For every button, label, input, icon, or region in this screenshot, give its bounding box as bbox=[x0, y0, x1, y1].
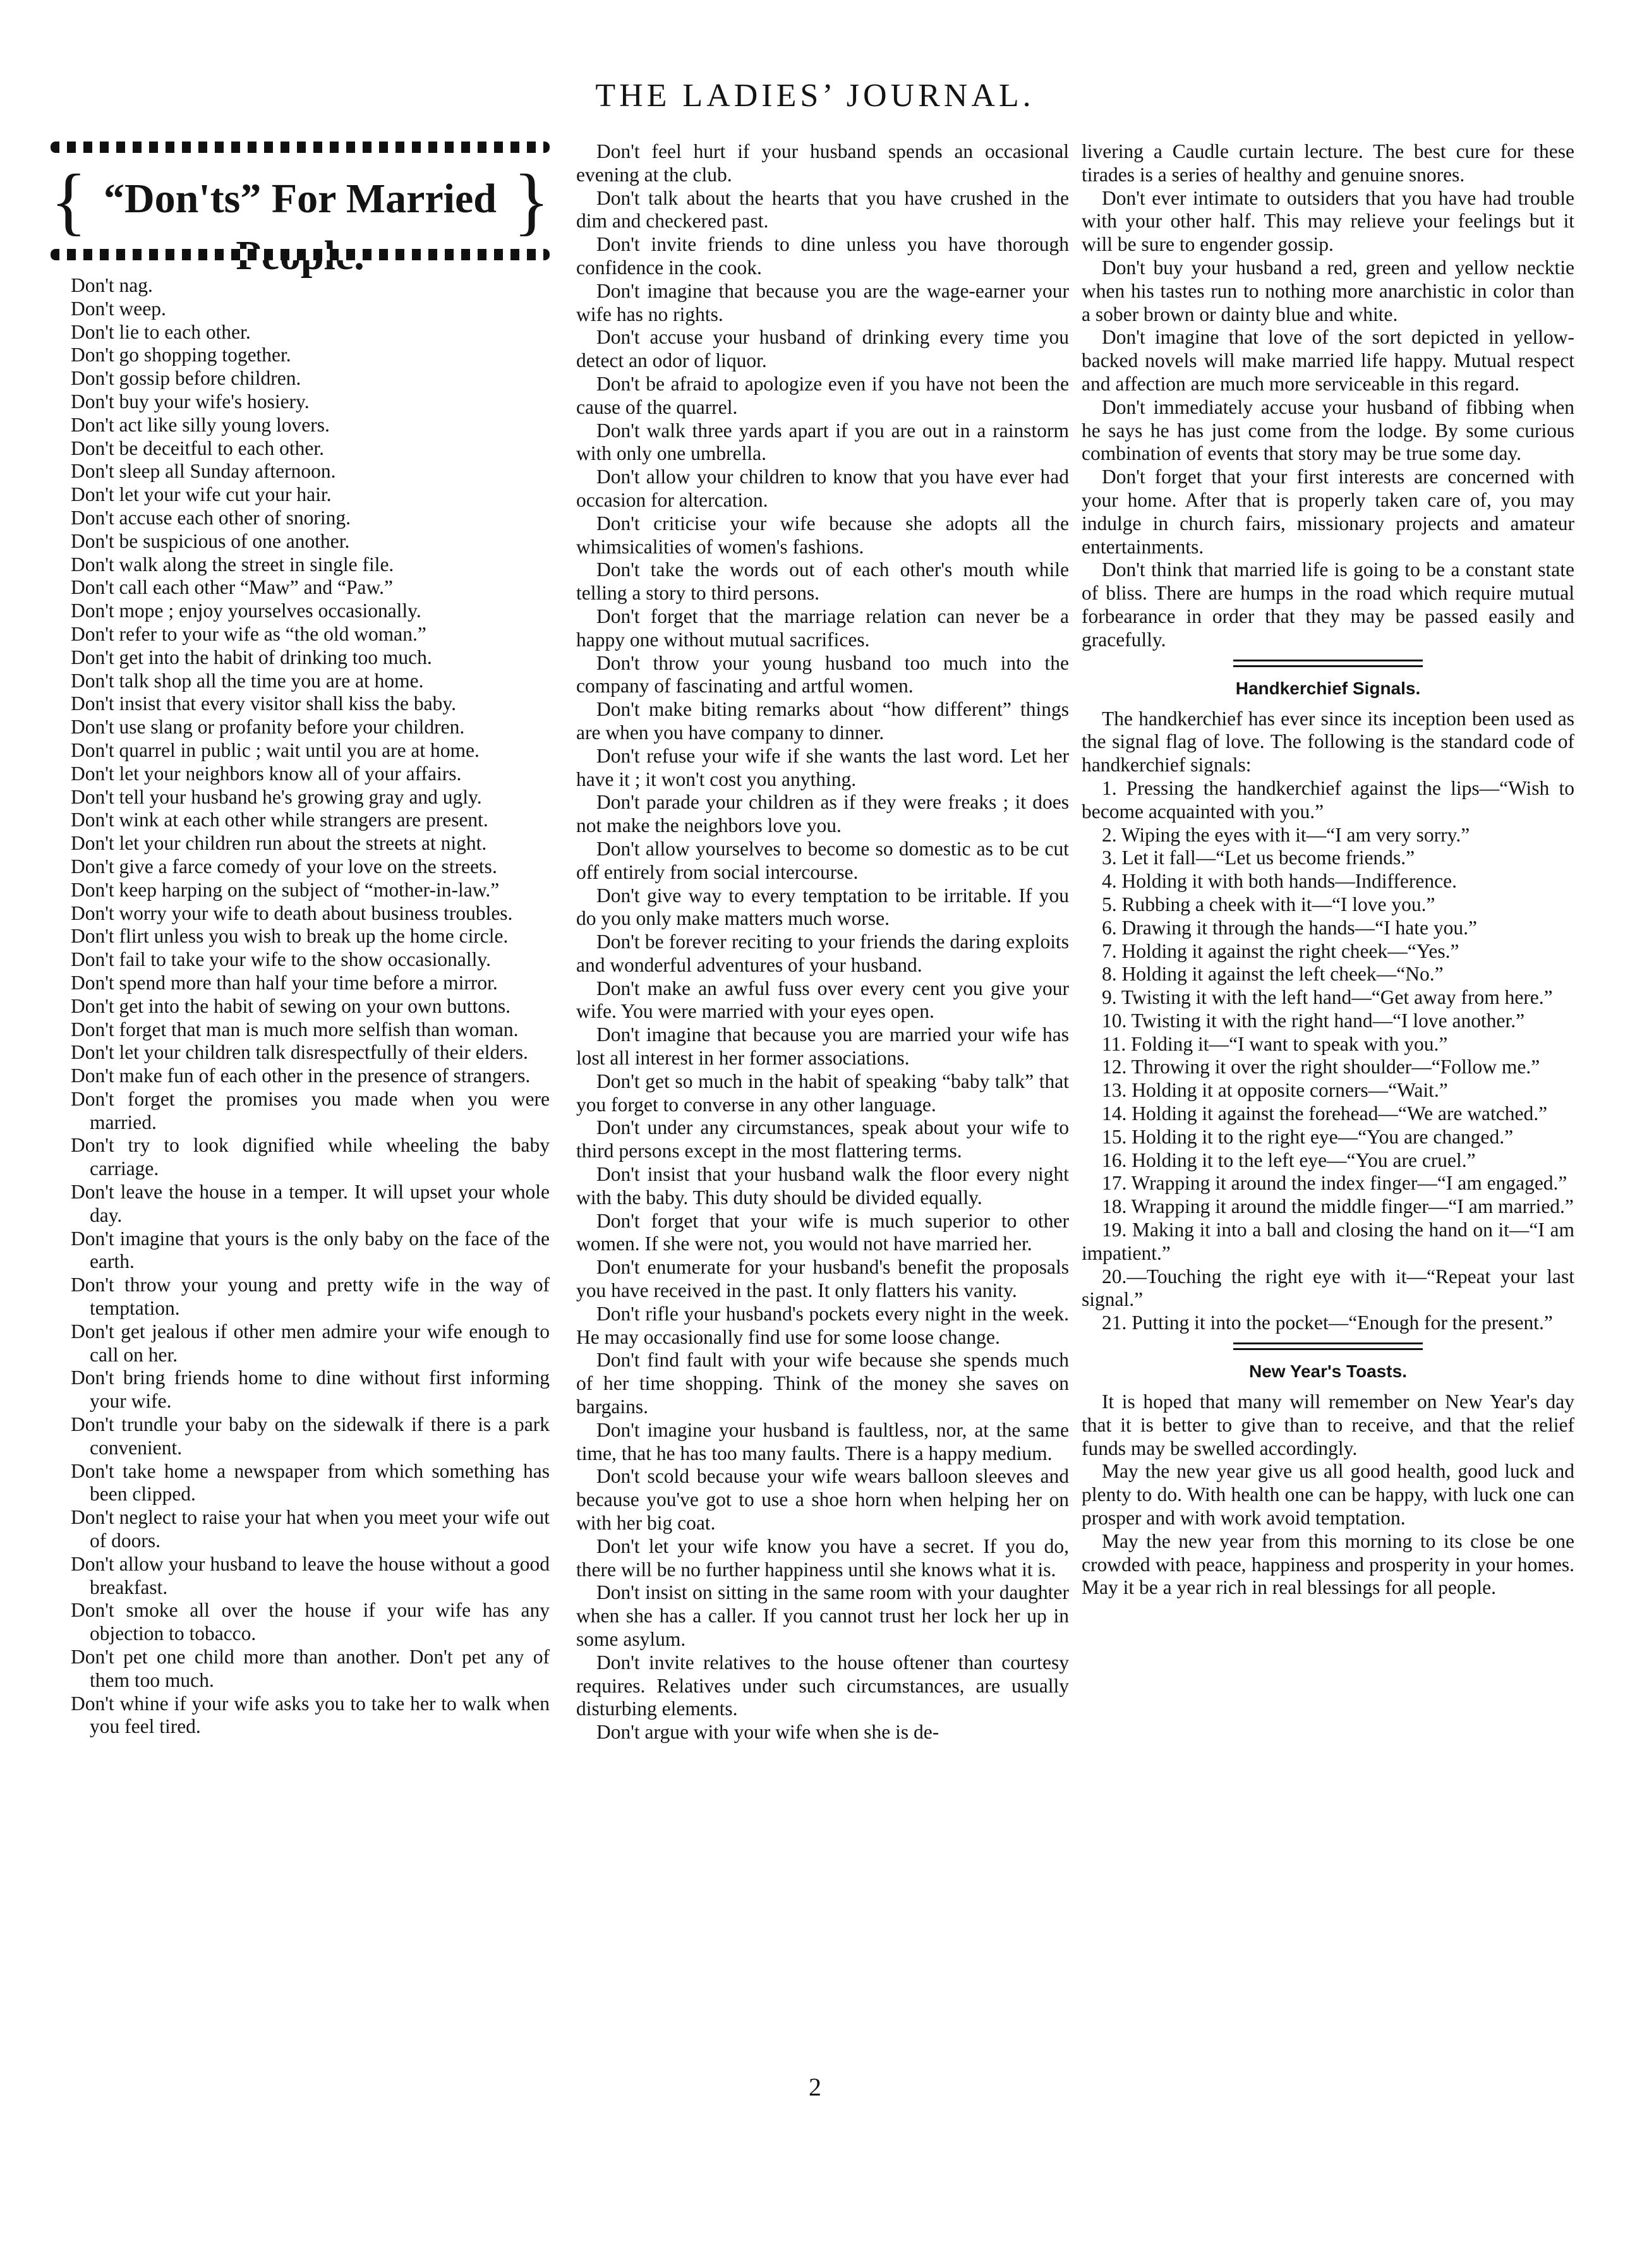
dont-paragraph: Don't be afraid to apologize even if you have not been the cause of the quarrel. bbox=[576, 372, 1069, 418]
dont-paragraph: Don't insist that your husband walk the floor every night with the baby. This duty should be divided equally. bbox=[576, 1163, 1069, 1209]
dont-item: Don't use slang or profanity before your children. bbox=[71, 716, 465, 739]
dont-item: Don't leave the house in a temper. It will upset your whole day. bbox=[71, 1181, 550, 1226]
dont-item: Don't fail to take your wife to the show occasionally. bbox=[71, 948, 491, 971]
dont-paragraph: Don't scold because your wife wears balloon sleeves and because you've got to use a shoe horn when helping her on with her big coat. bbox=[576, 1465, 1069, 1535]
dont-paragraph: Don't parade your children as if they were freaks ; it does not make the neighbors love you. bbox=[576, 791, 1069, 837]
dont-paragraph: Don't talk about the hearts that you have crushed in the dim and checkered past. bbox=[576, 186, 1069, 232]
toast-paragraph: May the new year from this morning to its close be one crowded with peace, happiness and prosperity in your homes. May it be a year rich in real blessings for all people. bbox=[1082, 1529, 1574, 1599]
dont-item: Don't smoke all over the house if your wife has any objection to tobacco. bbox=[71, 1599, 550, 1645]
dont-paragraph: Don't enumerate for your husband's benefit the proposals you have received in the past. It only flatters his vanity. bbox=[576, 1256, 1069, 1302]
signal-item: 12. Throwing it over the right shoulder—“Follow me.” bbox=[1102, 1056, 1540, 1078]
dont-item: Don't trundle your baby on the sidewalk if there is a park convenient. bbox=[71, 1413, 550, 1459]
signal-item: 4. Holding it with both hands—Indifference. bbox=[1102, 870, 1457, 893]
signal-item: 19. Making it into a ball and closing the hand on it—“I am impatient.” bbox=[1082, 1219, 1574, 1264]
dont-item: Don't let your wife cut your hair. bbox=[71, 483, 332, 506]
dont-paragraph: Don't immediately accuse your husband of fibbing when he says he has just come from the lodge. By some curious combination of events that story may be true some day. bbox=[1082, 395, 1574, 465]
dont-item: Don't make fun of each other in the presence of strangers. bbox=[71, 1065, 531, 1087]
dont-item: Don't let your neighbors know all of your affairs. bbox=[71, 762, 462, 785]
dont-item: Don't go shopping together. bbox=[71, 344, 291, 366]
dont-item: Don't throw your young and pretty wife in the way of temptation. bbox=[71, 1274, 550, 1320]
signal-item: 18. Wrapping it around the middle finger—“I am married.” bbox=[1102, 1195, 1574, 1218]
section-divider bbox=[1233, 660, 1423, 667]
page-number: 2 bbox=[809, 2073, 821, 2101]
brace-left: { bbox=[51, 159, 87, 243]
signal-item: 1. Pressing the handkerchief against the lips—“Wish to become acquainted with you.” bbox=[1082, 776, 1574, 823]
dont-item: Don't quarrel in public ; wait until you are at home. bbox=[71, 739, 480, 761]
dont-paragraph: Don't argue with your wife when she is de- bbox=[596, 1721, 939, 1744]
dont-item: Don't give a farce comedy of your love on the streets. bbox=[71, 855, 497, 878]
toasts-heading: New Year's Toasts. bbox=[1249, 1361, 1407, 1382]
dont-item: Don't refer to your wife as “the old woman.” bbox=[71, 622, 426, 645]
brace-right: } bbox=[513, 159, 550, 243]
signal-item: 20.—Touching the right eye with it—“Repeat your last signal.” bbox=[1082, 1265, 1574, 1311]
signal-item: 5. Rubbing a cheek with it—“I love you.” bbox=[1102, 893, 1435, 915]
dont-item: Don't weep. bbox=[71, 297, 166, 320]
dont-paragraph: Don't be forever reciting to your friends the daring exploits and wonderful adventures of your husband. bbox=[576, 931, 1069, 976]
dont-item: Don't allow your husband to leave the house without a good breakfast. bbox=[71, 1552, 550, 1598]
signal-item: 16. Holding it to the left eye—“You are cruel.” bbox=[1102, 1149, 1476, 1171]
dont-paragraph: Don't imagine that because you are the wage-earner your wife has no rights. bbox=[576, 279, 1069, 325]
dont-item: Don't whine if your wife asks you to take her to walk when you feel tired. bbox=[71, 1692, 550, 1738]
dont-paragraph: Don't find fault with your wife because she spends much of her time shopping. Think of the money she saves on bargains. bbox=[576, 1349, 1069, 1418]
dont-item: Don't act like silly young lovers. bbox=[71, 413, 330, 436]
dont-item: Don't be deceitful to each other. bbox=[71, 437, 325, 459]
column-3 bbox=[1082, 140, 1574, 1600]
dont-paragraph: Don't take the words out of each other's mouth while telling a story to third persons. bbox=[576, 558, 1069, 605]
dont-paragraph: Don't buy your husband a red, green and yellow necktie when his tastes run to nothing more anarchistic in color than a sober brown or dainty blue and white. bbox=[1082, 256, 1574, 325]
dont-paragraph: Don't make biting remarks about “how different” things are when you have company to dinner. bbox=[576, 698, 1069, 744]
ornament-border-bottom bbox=[51, 249, 550, 260]
dont-paragraph: Don't allow your children to know that you have ever had occasion for altercation. bbox=[576, 466, 1069, 511]
signal-item: 13. Holding it at opposite corners—“Wait.” bbox=[1102, 1079, 1448, 1102]
dont-paragraph: Don't invite relatives to the house oftener than courtesy requires. Relatives under such circumstances, are usually disturbing elements. bbox=[576, 1651, 1069, 1720]
dont-paragraph: Don't imagine that love of the sort depicted in yellow-backed novels will make married life happy. Mutual respect and affection are much more serviceable in this regard. bbox=[1082, 326, 1574, 395]
ornament-border-top bbox=[51, 142, 550, 153]
signal-item: 6. Drawing it through the hands—“I hate you.” bbox=[1102, 916, 1477, 939]
dont-item: Don't spend more than half your time before a mirror. bbox=[71, 971, 498, 994]
dont-paragraph: Don't forget that your wife is much superior to other women. If she were not, you would not have married her. bbox=[576, 1209, 1069, 1255]
dont-item: Don't get jealous if other men admire your wife enough to call on her. bbox=[71, 1320, 550, 1366]
dont-paragraph: Don't make an awful fuss over every cent you give your wife. You were married with your eyes open. bbox=[576, 977, 1069, 1023]
dont-item: Don't forget that man is much more selfish than woman. bbox=[71, 1018, 519, 1041]
dont-paragraph: Don't ever intimate to outsiders that you have had trouble with your other half. This may relieve your feelings but it will be sure to engender gossip. bbox=[1082, 186, 1574, 256]
dont-item: Don't bring friends home to dine without first informing your wife. bbox=[71, 1366, 550, 1413]
section-divider bbox=[1233, 1342, 1423, 1350]
signal-item: 9. Twisting it with the left hand—“Get away from here.” bbox=[1102, 986, 1553, 1009]
article-title: “Don'ts” For Married bbox=[103, 176, 497, 222]
donts-list-col1 bbox=[51, 274, 550, 1739]
dont-paragraph: Don't let your wife know you have a secret. If you do, there will be no further happiness until she knows what it is. bbox=[576, 1535, 1069, 1581]
dont-item: Don't insist that every visitor shall kiss the baby. bbox=[71, 692, 456, 715]
journal-header: THE LADIES’ JOURNAL. bbox=[595, 78, 1035, 114]
signal-item: 15. Holding it to the right eye—“You are changed.” bbox=[1102, 1125, 1514, 1148]
dont-item: Don't be suspicious of one another. bbox=[71, 529, 350, 552]
dont-paragraph: Don't refuse your wife if she wants the last word. Let her have it ; it won't cost you anything. bbox=[576, 744, 1069, 790]
dont-paragraph: Don't insist on sitting in the same room with your daughter when she has a caller. If you cannot trust her lock her up in some asylum. bbox=[576, 1581, 1069, 1650]
dont-paragraph: Don't forget that the marriage relation can never be a happy one without mutual sacrifices. bbox=[576, 605, 1069, 651]
dont-item: Don't imagine that yours is the only baby on the face of the earth. bbox=[71, 1227, 550, 1273]
handkerchief-heading: Handkerchief Signals. bbox=[1235, 678, 1421, 698]
dont-item: Don't forget the promises you made when you were married. bbox=[71, 1087, 550, 1133]
dont-paragraph: Don't imagine your husband is faultless, nor, at the same time, that he has too many faults. There is a happy medium. bbox=[576, 1418, 1069, 1464]
dont-paragraph: Don't think that married life is going to be a constant state of bliss. There are humps in the road which require mutual forbearance in order that they may be passed easily and gracefully. bbox=[1082, 558, 1574, 651]
dont-item: Don't lie to each other. bbox=[71, 320, 251, 343]
toast-paragraph: It is hoped that many will remember on New Year's day that it is better to give than to receive, and that the relief funds may be swelled accordingly. bbox=[1082, 1390, 1574, 1459]
signal-item: 21. Putting it into the pocket—“Enough for the present.” bbox=[1102, 1312, 1553, 1334]
toast-paragraph: May the new year give us all good health, good luck and plenty to do. With health one can be happy, with luck one can prosper and with work avoid temptation. bbox=[1082, 1460, 1574, 1529]
dont-item: Don't flirt unless you wish to break up the home circle. bbox=[71, 925, 509, 948]
dont-paragraph: Don't give way to every temptation to be irritable. If you do you only make matters much worse. bbox=[576, 884, 1069, 930]
dont-item: Don't buy your wife's hosiery. bbox=[71, 390, 310, 413]
dont-paragraph: Don't forget that your first interests are concerned with your home. After that is properly taken care of, you may indulge in church fairs, missionary projects and amateur entertainments. bbox=[1082, 466, 1574, 558]
signal-item: 3. Let it fall—“Let us become friends.” bbox=[1102, 847, 1415, 869]
dont-item: Don't neglect to raise your hat when you meet your wife out of doors. bbox=[71, 1506, 550, 1552]
dont-item: Don't walk along the street in single file. bbox=[71, 553, 394, 576]
dont-item: Don't pet one child more than another. Don't pet any of them too much. bbox=[71, 1646, 550, 1691]
column-2 bbox=[576, 140, 1069, 1744]
dont-paragraph-continued: livering a Caudle curtain lecture. The best cure for these tirades is a series of healthy and genuine snores. bbox=[1082, 140, 1574, 186]
dont-paragraph: Don't rifle your husband's pockets every night in the week. He may occasionally find use for some loose change. bbox=[576, 1302, 1069, 1348]
dont-paragraph: Don't allow yourselves to become so domestic as to be cut off entirely from social intercourse. bbox=[576, 837, 1069, 883]
signal-item: 11. Folding it—“I want to speak with you.” bbox=[1102, 1032, 1448, 1055]
title-box bbox=[51, 138, 550, 264]
signal-item: 17. Wrapping it around the index finger—“I am engaged.” bbox=[1102, 1172, 1567, 1195]
dont-item: Don't let your children run about the streets at night. bbox=[71, 832, 487, 855]
dont-item: Don't get into the habit of drinking too much. bbox=[71, 646, 432, 668]
dont-paragraph: Don't invite friends to dine unless you have thorough confidence in the cook. bbox=[576, 233, 1069, 279]
dont-item: Don't let your children talk disrespectfully of their elders. bbox=[71, 1041, 528, 1064]
dont-paragraph: Don't criticise your wife because she adopts all the whimsicalities of women's fashions. bbox=[576, 512, 1069, 558]
dont-paragraph: Don't under any circumstances, speak about your wife to third persons except in the most flattering terms. bbox=[576, 1116, 1069, 1162]
dont-item: Don't try to look dignified while wheeling the baby carriage. bbox=[71, 1134, 550, 1180]
column-1 bbox=[51, 138, 550, 1739]
dont-item: Don't call each other “Maw” and “Paw.” bbox=[71, 576, 394, 599]
dont-item: Don't mope ; enjoy yourselves occasionally. bbox=[71, 600, 421, 622]
dont-item: Don't sleep all Sunday afternoon. bbox=[71, 460, 336, 483]
dont-item: Don't tell your husband he's growing gray and ugly. bbox=[71, 785, 482, 808]
dont-item: Don't nag. bbox=[71, 274, 153, 296]
signal-item: 2. Wiping the eyes with it—“I am very sorry.” bbox=[1102, 823, 1470, 846]
dont-item: Don't gossip before children. bbox=[71, 367, 301, 390]
dont-item: Don't wink at each other while strangers are present. bbox=[71, 809, 488, 831]
signal-item: 7. Holding it against the right cheek—“Yes.” bbox=[1102, 939, 1459, 962]
dont-paragraph: Don't imagine that because you are married your wife has lost all interest in her former associations. bbox=[576, 1023, 1069, 1070]
dont-paragraph: Don't walk three yards apart if you are out in a rainstorm with only one umbrella. bbox=[576, 419, 1069, 465]
signal-item: 10. Twisting it with the right hand—“I love another.” bbox=[1102, 1009, 1525, 1032]
dont-paragraph: Don't accuse your husband of drinking every time you detect an odor of liquor. bbox=[576, 326, 1069, 372]
signal-item: 14. Holding it against the forehead—“We are watched.” bbox=[1102, 1102, 1548, 1125]
dont-item: Don't keep harping on the subject of “mother-in-law.” bbox=[71, 878, 500, 901]
dont-item: Don't take home a newspaper from which something has been clipped. bbox=[71, 1459, 550, 1505]
dont-item: Don't get into the habit of sewing on your own buttons. bbox=[71, 994, 510, 1017]
dont-item: Don't talk shop all the time you are at home. bbox=[71, 669, 424, 692]
dont-item: Don't worry your wife to death about business troubles. bbox=[71, 902, 513, 924]
dont-item: Don't accuse each other of snoring. bbox=[71, 506, 351, 529]
handkerchief-intro: The handkerchief has ever since its inception been used as the signal flag of love. The following is the standard code of handkerchief signals: bbox=[1082, 707, 1574, 776]
signal-item: 8. Holding it against the left cheek—“No.” bbox=[1102, 963, 1444, 986]
dont-paragraph: Don't throw your young husband too much into the company of fascinating and artful women. bbox=[576, 651, 1069, 697]
dont-paragraph: Don't feel hurt if your husband spends an occasional evening at the club. bbox=[576, 140, 1069, 186]
dont-paragraph: Don't get so much in the habit of speaking “baby talk” that you forget to converse in any other language. bbox=[576, 1070, 1069, 1116]
